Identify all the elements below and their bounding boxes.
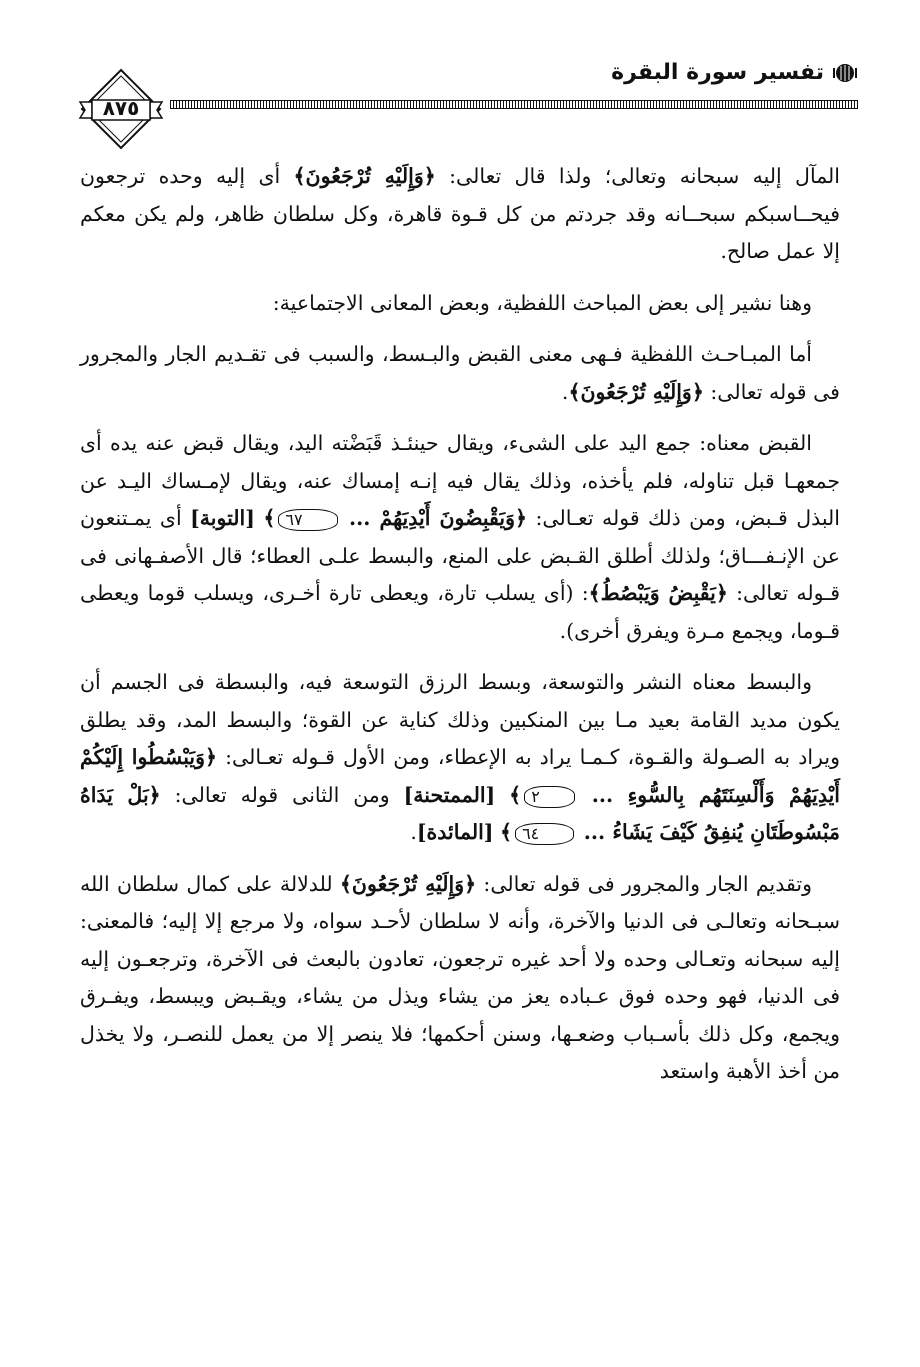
quran-verse: ﴿وَإِلَيْهِ تُرْجَعُونَ﴾	[339, 871, 477, 896]
body-text	[80, 158, 840, 1105]
page-number: ٨٧٥	[102, 96, 140, 120]
paragraph-5	[80, 664, 840, 852]
quran-verse: ﴿بَلْ يَدَاهُ مَبْسُوطَتَانِ يُنفِقُ كَيْفَ يَشَاءُ ...	[80, 782, 840, 844]
quran-verse: ﴿وَيَقْبِضُونَ أَيْدِيَهُمْ ...	[348, 506, 528, 530]
text-run: وتقديم الجار والمجرور فى قوله تعالى:	[476, 871, 813, 896]
text-run: والبسط معناه النشر والتوسعة، وبسط الرزق التوسعة فيه، والبسطة فى الجسم أن يكون مديد القامة بعيد مـا بين المنكبين وذلك كناية عن القوة؛ والبسط المد، وقد يطلق ويراد به الصـولة والقـوة، كـمـا يراد به الإعطاء، ومن الأول قـوله تعـالى:	[80, 670, 840, 769]
quran-bracket: ﴾	[500, 820, 513, 844]
text-run: للدلالة على كمال سلطان الله سبـحانه وتعالـى فى الدنيا والآخرة، وأنه لا سلطان لأحـد سواه، ولا مرجع إلا إليه؛ فالمعنى: إليه سبحانه وتعـالى وحده ولا أحد غيره ترجعون، تعادون بالبعث فى الآخرة، وترجعـون إليه فى الدنيا، فهو وحده فوق عـباده يعز من يشاء ويذل من يشاء، ويقـبض ويبسط، ويفـرق ويجمع، وكل ذلك بأسـباب وضعـها، وسنن أحكمها؛ فلا ينصر إلا من يعمل للنصـر، ولا يخذل من أخذ الأهبة واستعد	[80, 871, 840, 1083]
text-run: أى يمـتنعون عن الإنـفـــاق؛ ولذلك أطلق القـبض على المنع، والبسط علـى العطاء؛ قال الأصفـهانى فى قـوله تعالى:	[80, 506, 841, 605]
surah-reference: [التوبة]	[190, 506, 255, 530]
page-header	[78, 52, 858, 132]
text-run: ومن الثانى قوله تعالى:	[160, 782, 404, 807]
ayah-number-marker: ٢	[524, 786, 575, 808]
quran-verse: ﴿وَإِلَيْهِ تُرْجَعُونَ﴾	[293, 164, 436, 188]
ayah-number-marker: ٦٤	[515, 823, 574, 845]
paragraph-3	[80, 336, 840, 411]
paragraph-4	[80, 425, 840, 650]
text-run: أما المبـاحـث اللفظية فـهى معنى القبض والبـسط، والسبب فى تقـديم الجار والمجرور فى قوله تعالى:	[80, 342, 840, 404]
header-rule	[170, 100, 858, 109]
text-run: .	[410, 820, 417, 844]
ornament-icon	[832, 62, 858, 84]
quran-verse: ﴿وَإِلَيْهِ تُرْجَعُونَ﴾	[568, 379, 704, 404]
paragraph-2: وهنا نشير إلى بعض المباحث اللفظية، وبعض المعانى الاجتماعية:	[272, 290, 812, 315]
running-title: تفسير سورة البقرة	[611, 60, 824, 85]
text-run: المآل إليه سبحانه وتعالى؛ ولذا قال تعالى:	[435, 164, 840, 188]
text-run: : (أى يسلب تارة، ويعطى تارة أخـرى، ويسلب قوما ويعطى قـوما، ويجمع مـرة ويفرق أخرى).	[80, 581, 840, 643]
paragraph-6	[80, 866, 840, 1091]
header-title-group	[611, 60, 858, 85]
page-number-badge	[78, 66, 164, 152]
surah-reference: [الممتحنة]	[403, 782, 496, 807]
text-run: أى إليه وحده ترجعون فيحــاسبكم سبحــانه وقد جردتم من كل قـوة قاهرة، وكل سلطان ظاهر، ولم يكن معكم إلا عمل صالح.	[80, 164, 840, 263]
text-run: .	[561, 379, 569, 404]
paragraph-1	[80, 158, 840, 271]
ayah-number-marker: ٦٧	[278, 509, 337, 531]
quran-bracket: ﴾	[263, 506, 276, 530]
quran-verse: ﴿وَيَبْسُطُوا إِلَيْكُمْ أَيْدِيَهُمْ وَأَلْسِنَتَهُم بِالسُّوءِ ...	[80, 745, 840, 807]
surah-reference: [المائدة]	[416, 820, 494, 844]
text-run: القبض معناه: جمع اليد على الشىء، ويقال حينئـذ قَبَضْته اليد، ويقال قبض عنه يده أى جمعهـا قبل تناوله، فلم يأخذه، وذلك يقال فيه إنـه إمساك عنه، ويقال لإمـساك اليـد عن البذل قـبض، ومن ذلك قوله تعـالى:	[80, 431, 840, 530]
quran-bracket: ﴾	[509, 782, 522, 807]
quran-verse: ﴿يَقْبِضُ وَيَبْصُطُ﴾	[588, 581, 728, 605]
